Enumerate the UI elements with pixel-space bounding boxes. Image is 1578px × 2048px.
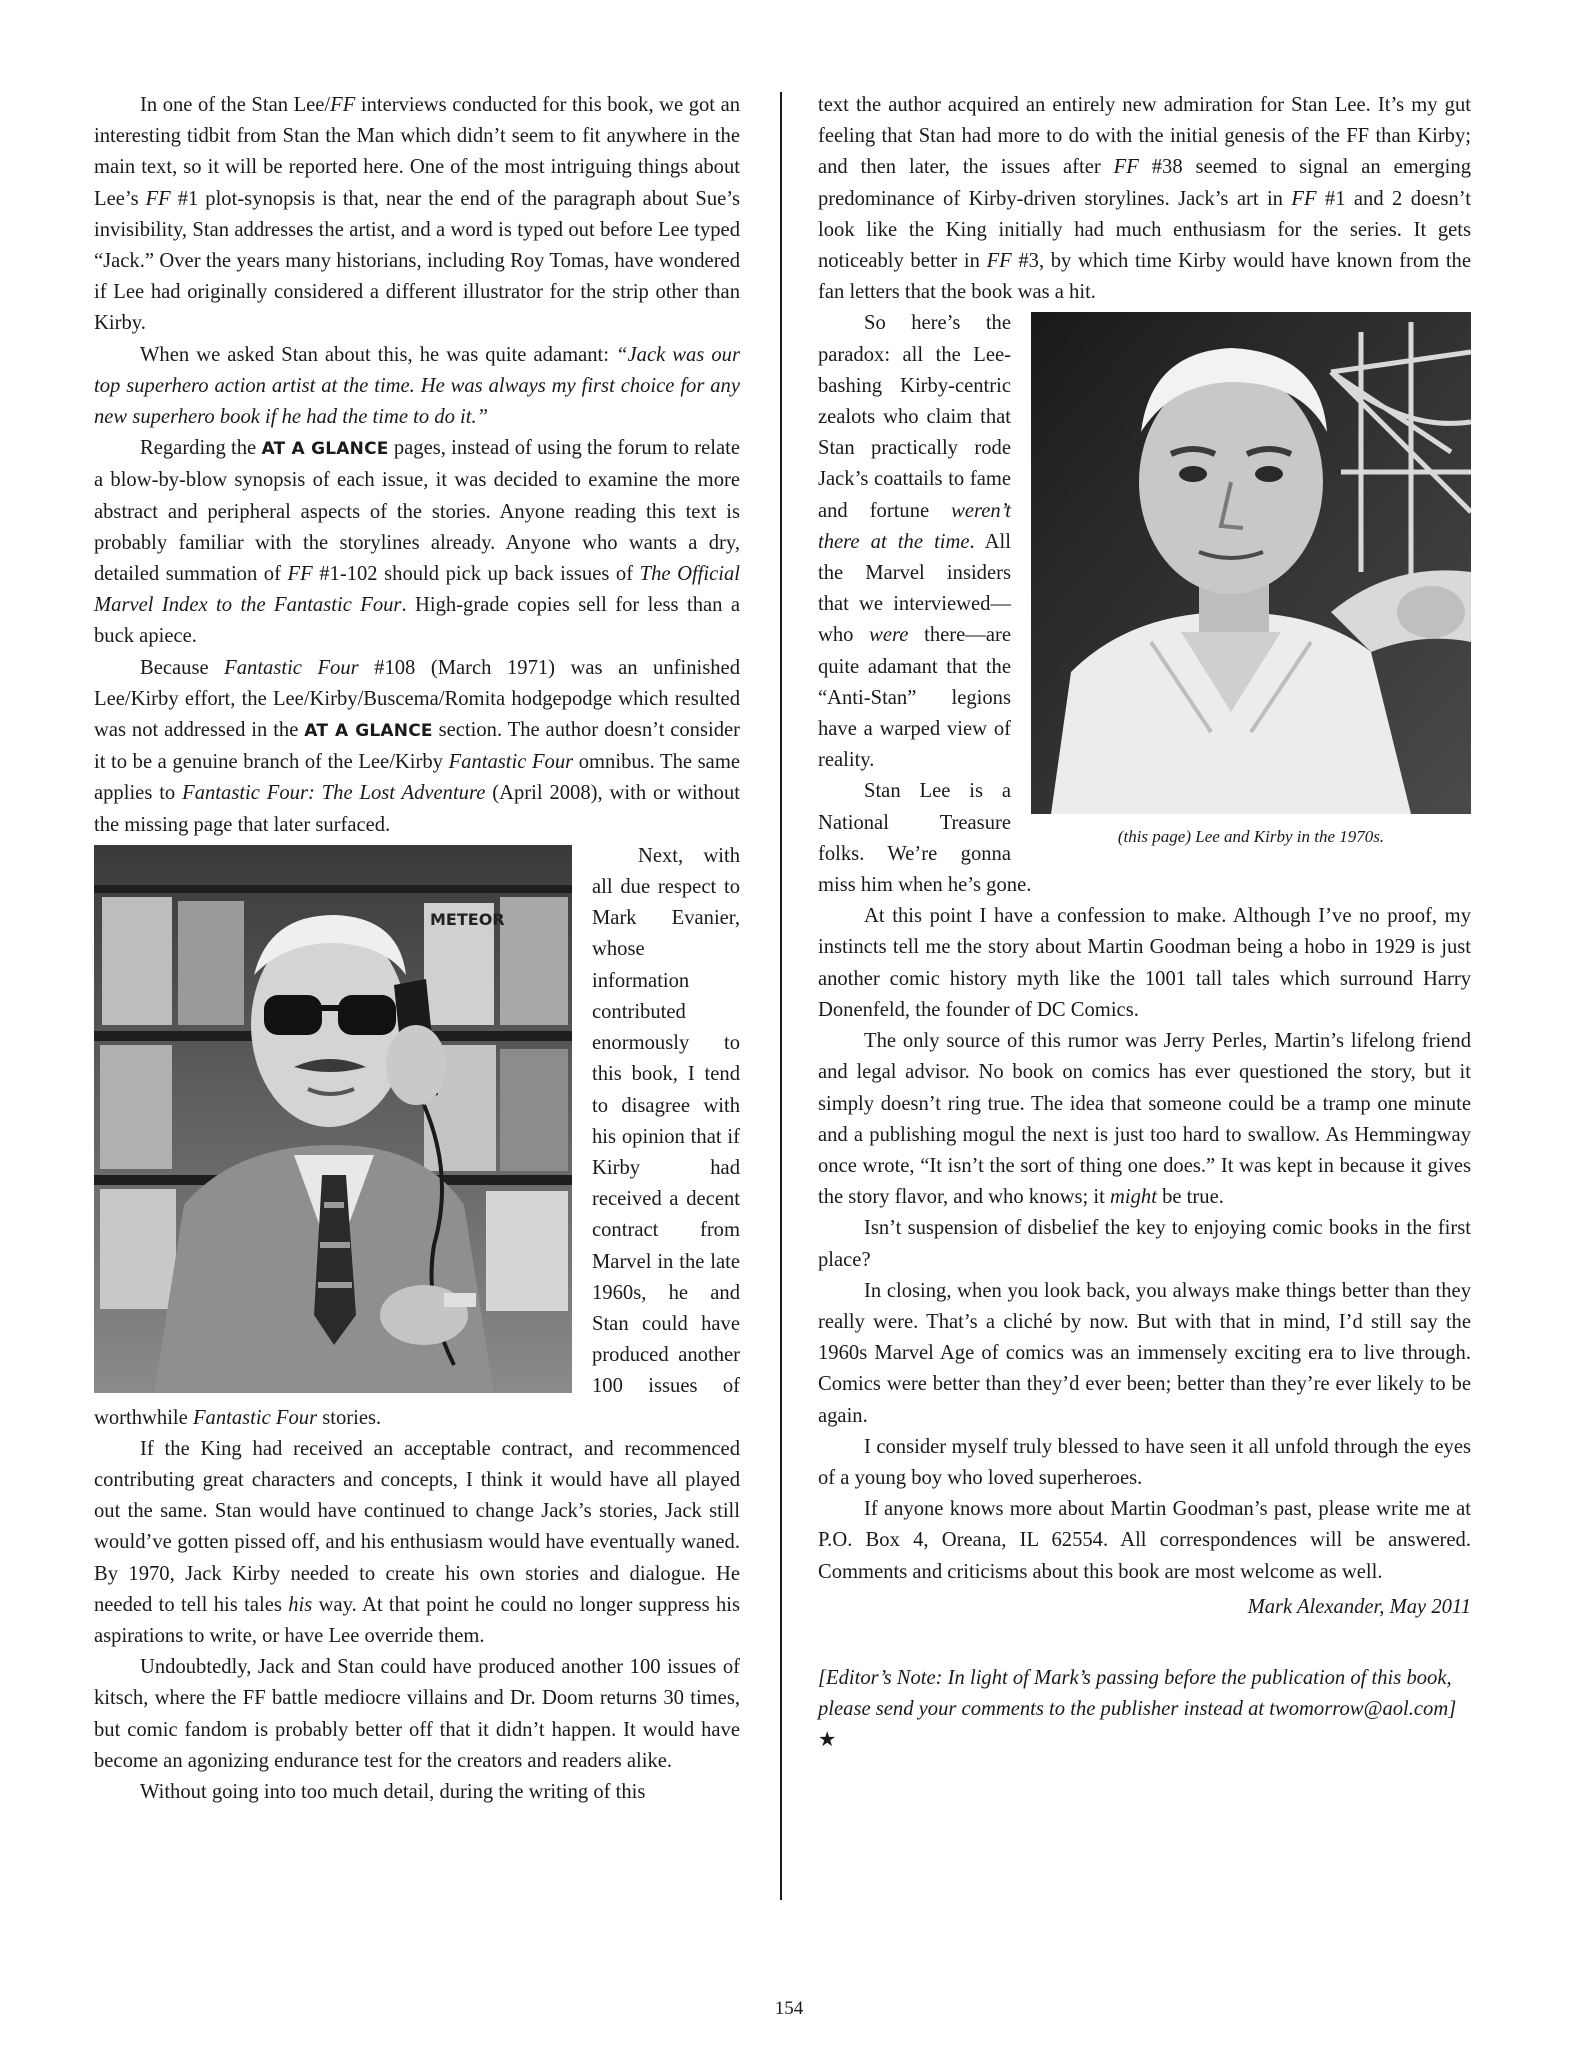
column-divider <box>780 92 782 1900</box>
paragraph: text the author acquired an entirely new admiration for Stan Lee. It’s my gut feeling that Stan had more to do with the initial genesis of the FF than Kirby; and then later, the issues after FF #38 seemed to signal an emerging predominance of Kirby-driven storylines. Jack’s art in FF #1 and 2 doesn’t look like the King initially had much enthusiasm for the series. It gets noticeably better in FF #3, by which time Kirby would have known from the fan letters that the book was a hit. <box>818 94 1471 304</box>
paragraph: Because Fantastic Four #108 (March 1971) was an unfinished Lee/Kirby effort, the Lee/Kirby/Buscema/Romita hodgepodge which resulted was not addressed in the AT A GLANCE section. The author doesn’t consider it to be a genuine branch of the Lee/Kirby Fantastic Four omnibus. The same applies to Fantastic Four: The Lost Adventure (April 2008), with or without the missing page that later surfaced. <box>94 656 741 836</box>
at-a-glance-label: AT A GLANCE <box>261 439 389 460</box>
paragraph: Regarding the AT A GLANCE pages, instead of using the forum to relate a blow-by-blow synopsis of each issue, it was decided to examine the more abstract and peripheral aspects of the stories. Anyone reading this text is probably familiar with the storylines already. Anyone who wants a dry, detailed summation of FF #1-102 should pick up back issues of The Official Marvel Index to the Fantastic Four. High-grade copies sell for less than a buck apiece. <box>94 437 740 648</box>
paragraph: So here’s the paradox: all the Lee-bashing Kirby-centric zealots who claim that Stan practically rode Jack’s coattails to fame and fortune weren’t there at the time. All the Marvel insiders that we interviewed—who were there—are quite adamant that the “Anti-Stan” legions have a warped view of reality. <box>818 312 1011 772</box>
paragraph: If anyone knows more about Martin Goodman’s past, please write me at P.O. Box 4, Oreana, IL 62554. All correspondences will be answered. Comments and criticisms about this book are most welcome as well. <box>818 1498 1471 1583</box>
stan-lee-photo <box>94 845 572 1393</box>
paragraph: In closing, when you look back, you always make things better than they really were. That’s a cliché by now. But with that in mind, I’d still say the 1960s Marvel Age of comics was an immensely exciting era to live through. Comics were better than they’d ever been; better than they’re ever likely to be again. <box>818 1279 1471 1427</box>
at-a-glance-label: AT A GLANCE <box>304 721 433 742</box>
left-column <box>94 90 740 1808</box>
author-signature: Mark Alexander, May 2011 <box>1247 1595 1471 1618</box>
shelf-comic-title: METEOR <box>430 909 505 929</box>
editor-note: [Editor’s Note: In light of Mark’s passing before the publication of this book, please send your comments to the publisher instead at twomorrow@aol.com] ★ <box>818 1666 1457 1752</box>
paragraph: When we asked Stan about this, he was quite adamant: “Jack was our top superhero action artist at the time. He was always my first choice for any new superhero book if he had the time to do it.” <box>94 343 740 429</box>
photo-caption: (this page) Lee and Kirby in the 1970s. <box>1117 827 1385 847</box>
lee-kirby-figure <box>1031 312 1471 848</box>
paragraph: The only source of this rumor was Jerry Perles, Martin’s lifelong friend and legal advisor. No book on comics has ever questioned the story, but it simply doesn’t ring true. The idea that someone could be a tramp one minute and a publishing mogul the next is just too hard to swallow. As Hemmingway once wrote, “It isn’t the sort of thing one does.” It was kept in because it gives the story flavor, and who knows; it might be true. <box>818 1030 1471 1209</box>
stan-quote: “Jack was our top superhero action artist at the time. He was always my first choice for any new superhero book if he had the time to do it.” <box>94 343 740 429</box>
paragraph: Stan Lee is a National Treasure folks. We’re gonna miss him when he’s gone. <box>818 780 1032 897</box>
paragraph: Undoubtedly, Jack and Stan could have produced another 100 issues of kitsch, where the FF battle mediocre villains and Dr. Doom returns 30 times, but comic fandom is probably better off that it didn’t happen. It would have become an agonizing endurance test for the creators and readers alike. <box>94 1656 740 1772</box>
lee-kirby-photo <box>1031 312 1471 814</box>
paragraph: In one of the Stan Lee/FF interviews conducted for this book, we got an interesting tidbit from Stan the Man which didn’t seem to fit anywhere in the main text, so it will be reported here. One of the most intriguing things about Lee’s FF #1 plot-synopsis is that, near the end of the paragraph about Sue’s invisibility, Stan addresses the artist, and a word is typed out before Lee typed “Jack.” Over the years many historians, including Roy Tomas, have wondered if Lee had originally considered a different illustrator for the strip other than Kirby. <box>94 94 741 335</box>
star-icon: ★ <box>818 1729 837 1752</box>
paragraph: I consider myself truly blessed to have seen it all unfold through the eyes of a young boy who loved superheroes. <box>818 1435 1471 1489</box>
paragraph: At this point I have a confession to make. Although I’ve no proof, my instincts tell me the story about Martin Goodman being a hobo in 1929 is just another comic history myth like the 1001 tall tales which surround Harry Donenfeld, the founder of DC Comics. <box>818 905 1471 1021</box>
paragraph: If the King had received an acceptable contract, and recommenced contributing great characters and concepts, I think it would have all played out the same. Stan would have continued to change Jack’s stories, Jack still would’ve gotten pissed off, and his enthusiasm would have eventually waned. By 1970, Jack Kirby needed to create his own stories and dialogue. He needed to tell his tales his way. At that point he could no longer suppress his aspirations to write, or have Lee override them. <box>94 1437 740 1647</box>
page-number: 154 <box>774 1998 804 2019</box>
lee-kirby-photo-icon <box>1031 312 1471 814</box>
right-column <box>818 90 1471 1757</box>
paragraph: Next, with all due respect to Mark Evanier, whose information contributed enormously to this book, I tend to disagree with his opinion that if Kirby had received a decent contract from Marvel in the late 1960s, he and Stan could have produced another 100 issues of worthwhile Fantastic Four stories. <box>94 844 740 1429</box>
paragraph: Without going into too much detail, during the writing of this <box>140 1780 646 1803</box>
stan-lee-phone-photo-icon <box>94 845 572 1393</box>
paragraph: Isn’t suspension of disbelief the key to enjoying comic books in the first place? <box>818 1217 1471 1271</box>
